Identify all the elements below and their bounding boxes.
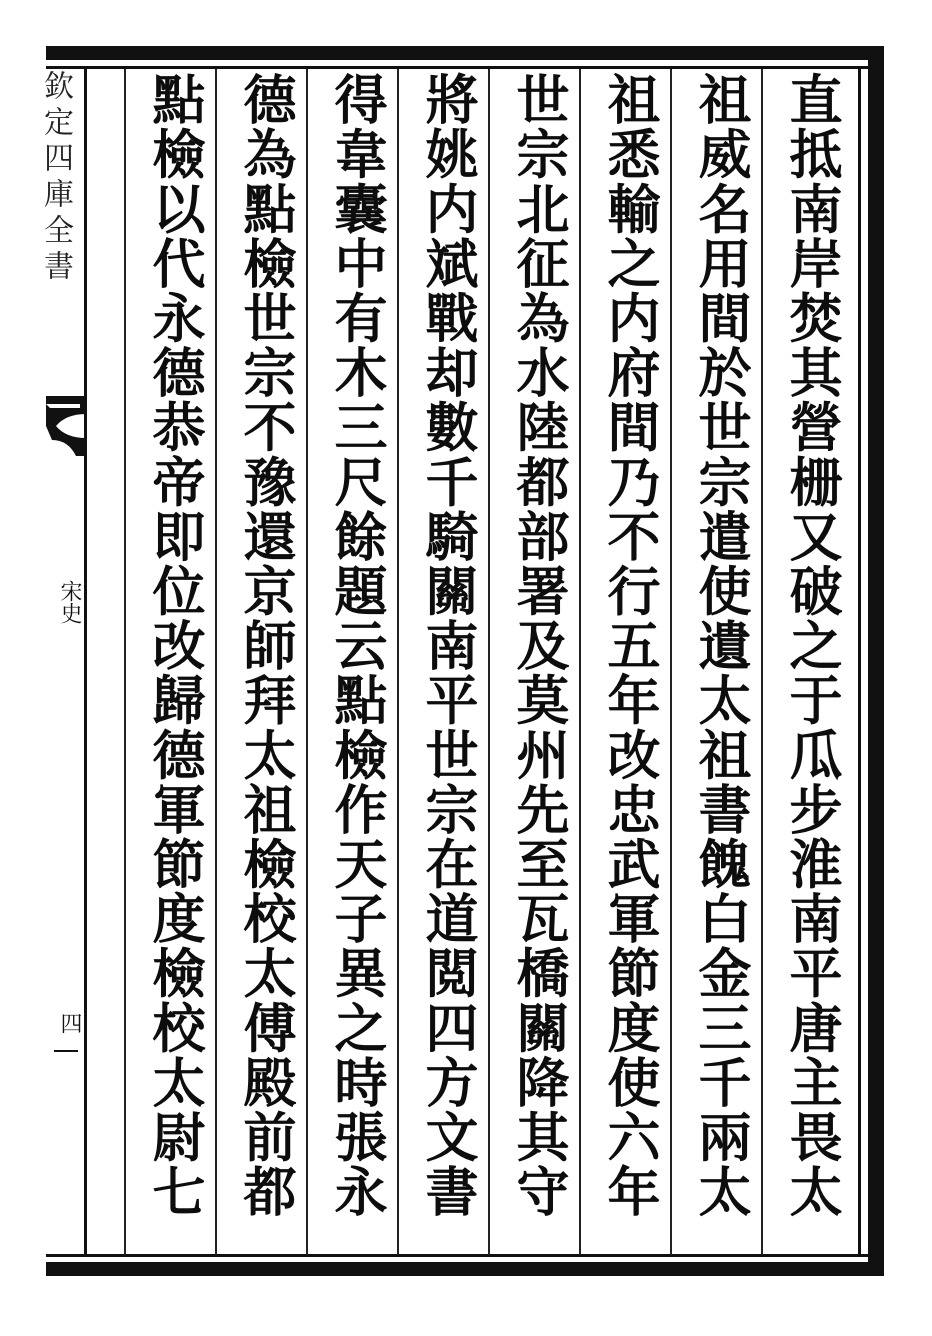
text-column-8: 點檢以代永德恭帝即位改歸德軍節度檢校太尉七 <box>144 72 206 1219</box>
book-title: 欽定四庫全書 <box>38 70 73 286</box>
frame-bottom-inner-border <box>46 1254 884 1257</box>
page-number: 四 <box>57 1012 82 1034</box>
section-title: 宋史 <box>57 580 82 624</box>
frame-right-inner-border <box>858 66 861 1256</box>
frame-top-inner-border <box>46 66 884 69</box>
text-column-5: 將姚内斌戰却數千騎關南平世宗在道閲四方文書 <box>417 72 479 1219</box>
fish-tail-icon <box>46 396 86 456</box>
text-column-3: 祖悉輸之内府間乃不行五年改忠武軍節度使六年 <box>599 72 661 1219</box>
frame-top-border <box>46 46 884 60</box>
margin-strip-divider <box>84 66 87 1256</box>
frame-right-border <box>868 46 884 1276</box>
frame-bottom-border <box>46 1262 884 1276</box>
text-column-7: 德為點檢世宗不豫還京師拜太祖檢校太傅殿前都 <box>235 72 297 1219</box>
column-rule <box>124 69 126 1255</box>
text-column-6: 得韋囊中有木三尺餘題云點檢作天子異之時張永 <box>326 72 388 1219</box>
page-number-rule <box>54 1050 78 1052</box>
text-column-2: 祖威名用間於世宗遣使遺太祖書餽白金三千兩太 <box>690 72 752 1219</box>
text-column-4: 世宗北征為水陸都部署及莫州先至瓦橋關降其守 <box>508 72 570 1219</box>
text-column-1: 直抵南岸焚其營栅又破之于瓜步淮南平唐主畏太 <box>781 72 843 1219</box>
